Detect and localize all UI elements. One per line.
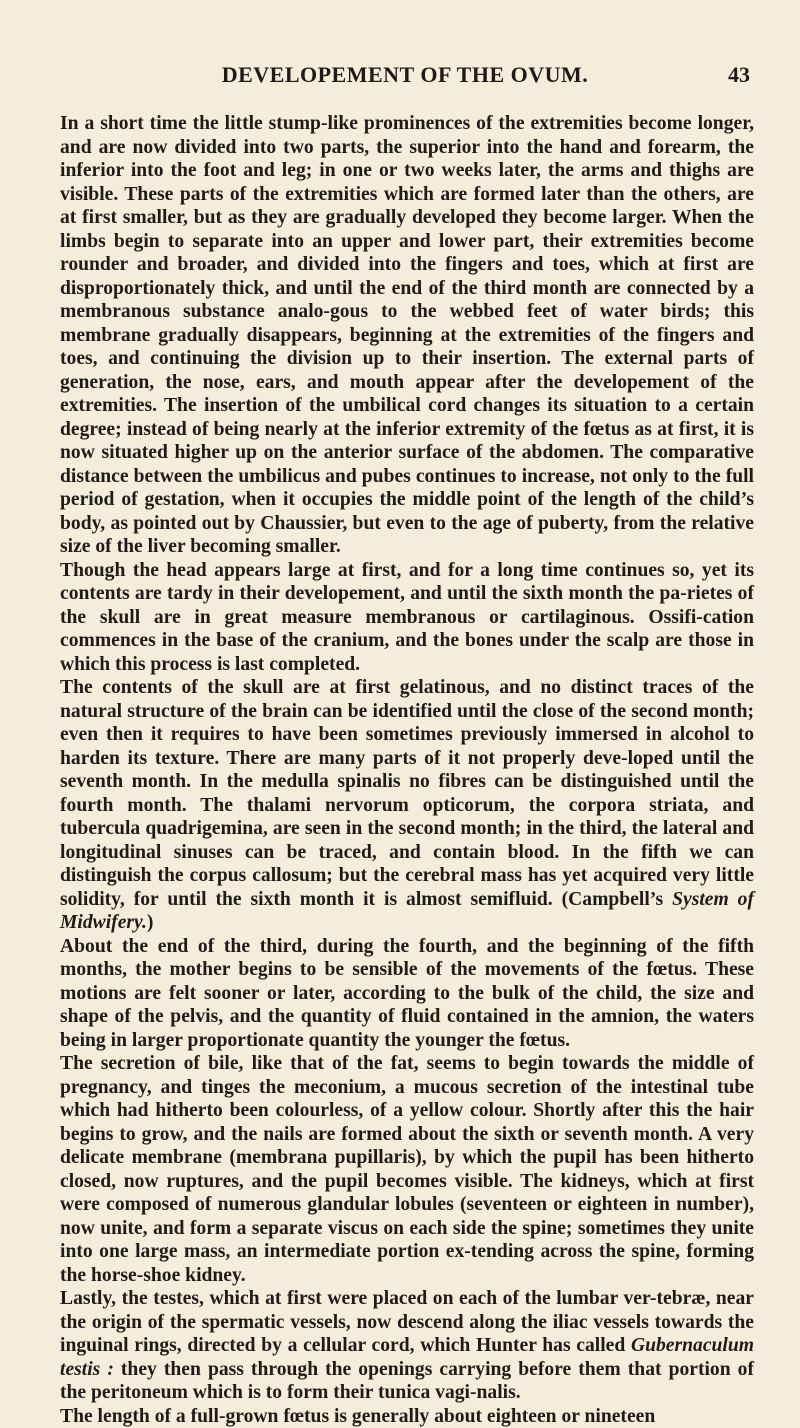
term-gubernaculum: Gubernaculum testis : [60,1335,754,1380]
running-title: DEVELOPEMENT OF THE OVUM. [60,62,750,88]
paragraph-testes-rest: they then pass through the openings carrying before them that portion of the peritoneum which is to form their tunica vagi-nalis. [60,1359,754,1404]
paragraph-brain-text: The contents of the skull are at first gelatinous, and no distinct traces of the natural structure of the brain can be identified until the close of the second month; even then it requires to have been sometimes previously immersed in alcohol to harden its texture. There are many parts of it not properly deve-loped until the seventh month. In the medulla spinalis no fibres can be distinguished until the fourth month. The thalami nervorum opticorum, the corpora striata, and tubercula quadrigemina, are seen in the second month; in the third, the lateral and longitudinal sinuses can be traced, and contain blood. In the fifth we can distinguish the corpus callosum; but the cerebral mass has yet acquired very little solidity, for until the sixth month it is almost semifluid. (Campbell’s [60,677,754,910]
citation-title: System of Midwifery. [60,889,754,934]
paragraph-testes-text: Lastly, the testes, which at first were placed on each of the lumbar ver-tebræ, near the origin of the spermatic vessels, now descend along the iliac vessels towards the inguinal rings, directed by a cellular cord, which Hunter has called [60,1288,754,1356]
page-number: 43 [728,62,750,88]
paragraph-secretion: The secretion of bile, like that of the fat, seems to begin towards the middle of pregnancy, and tinges the meconium, a mucous secretion of the intestinal tube which had hitherto been colourless, of a yellow colour. Shortly after this the hair begins to grow, and the nails are formed about the sixth or seventh month. A very delicate membrane (membrana pupillaris), by which the pupil has been hitherto closed, now ruptures, and the pupil becomes visible. The kidneys, which at first were composed of numerous glandular lobules (seventeen or eighteen in number), now unite, and form a separate viscus on each side the spine; sometimes they unite into one large mass, an intermediate portion ex-tending across the spine, forming the horse-shoe kidney. [60,1052,754,1287]
paragraph-head: Though the head appears large at first, and for a long time continues so, yet its contents are tardy in their developement, and until the sixth month the pa-rietes of the skull are in great measure membranous or cartilaginous. Ossifi-cation commences in the base of the cranium, and the bones under the scalp are those in which this process is last completed. [60,559,754,677]
paragraph-brain-close: ) [147,912,154,933]
body-text [60,112,754,1428]
paragraph-length: The length of a full-grown fœtus is generally about eighteen or nineteen [60,1405,754,1428]
paragraph-movements: About the end of the third, during the fourth, and the beginning of the fifth months, the mother begins to be sensible of the movements of the fœtus. These motions are felt sooner or later, according to the bulk of the child, the size and shape of the pelvis, and the quantity of fluid contained in the amnion, the waters being in larger proportionate quantity the younger the fœtus. [60,935,754,1053]
paragraph-limbs: In a short time the little stump-like prominences of the extremities become longer, and are now divided into two parts, the superior into the hand and forearm, the inferior into the foot and leg; in one or two weeks later, the arms and thighs are visible. These parts of the extremities which are formed later than the others, are at first smaller, but as they are gradually developed they become larger. When the limbs begin to separate into an upper and lower part, their extremities become rounder and broader, and divided into the fingers and toes, which at first are disproportionately thick, and until the end of the third month are connected by a membranous substance analo-gous to the webbed feet of water birds; this membrane gradually disappears, beginning at the extremities of the fingers and toes, and continuing the division up to their insertion. The external parts of generation, the nose, ears, and mouth appear after the developement of the extremities. The insertion of the umbilical cord changes its situation to a certain degree; instead of being nearly at the inferior extremity of the fœtus as at first, it is now situated higher up on the anterior surface of the abdomen. The comparative distance between the umbilicus and pubes continues to increase, not only to the full period of gestation, when it occupies the middle point of the length of the child’s body, as pointed out by Chaussier, but even to the age of puberty, from the relative size of the liver becoming smaller. [60,112,754,559]
paragraph-brain [60,676,754,935]
paragraph-testes [60,1287,754,1405]
running-head [60,62,750,92]
